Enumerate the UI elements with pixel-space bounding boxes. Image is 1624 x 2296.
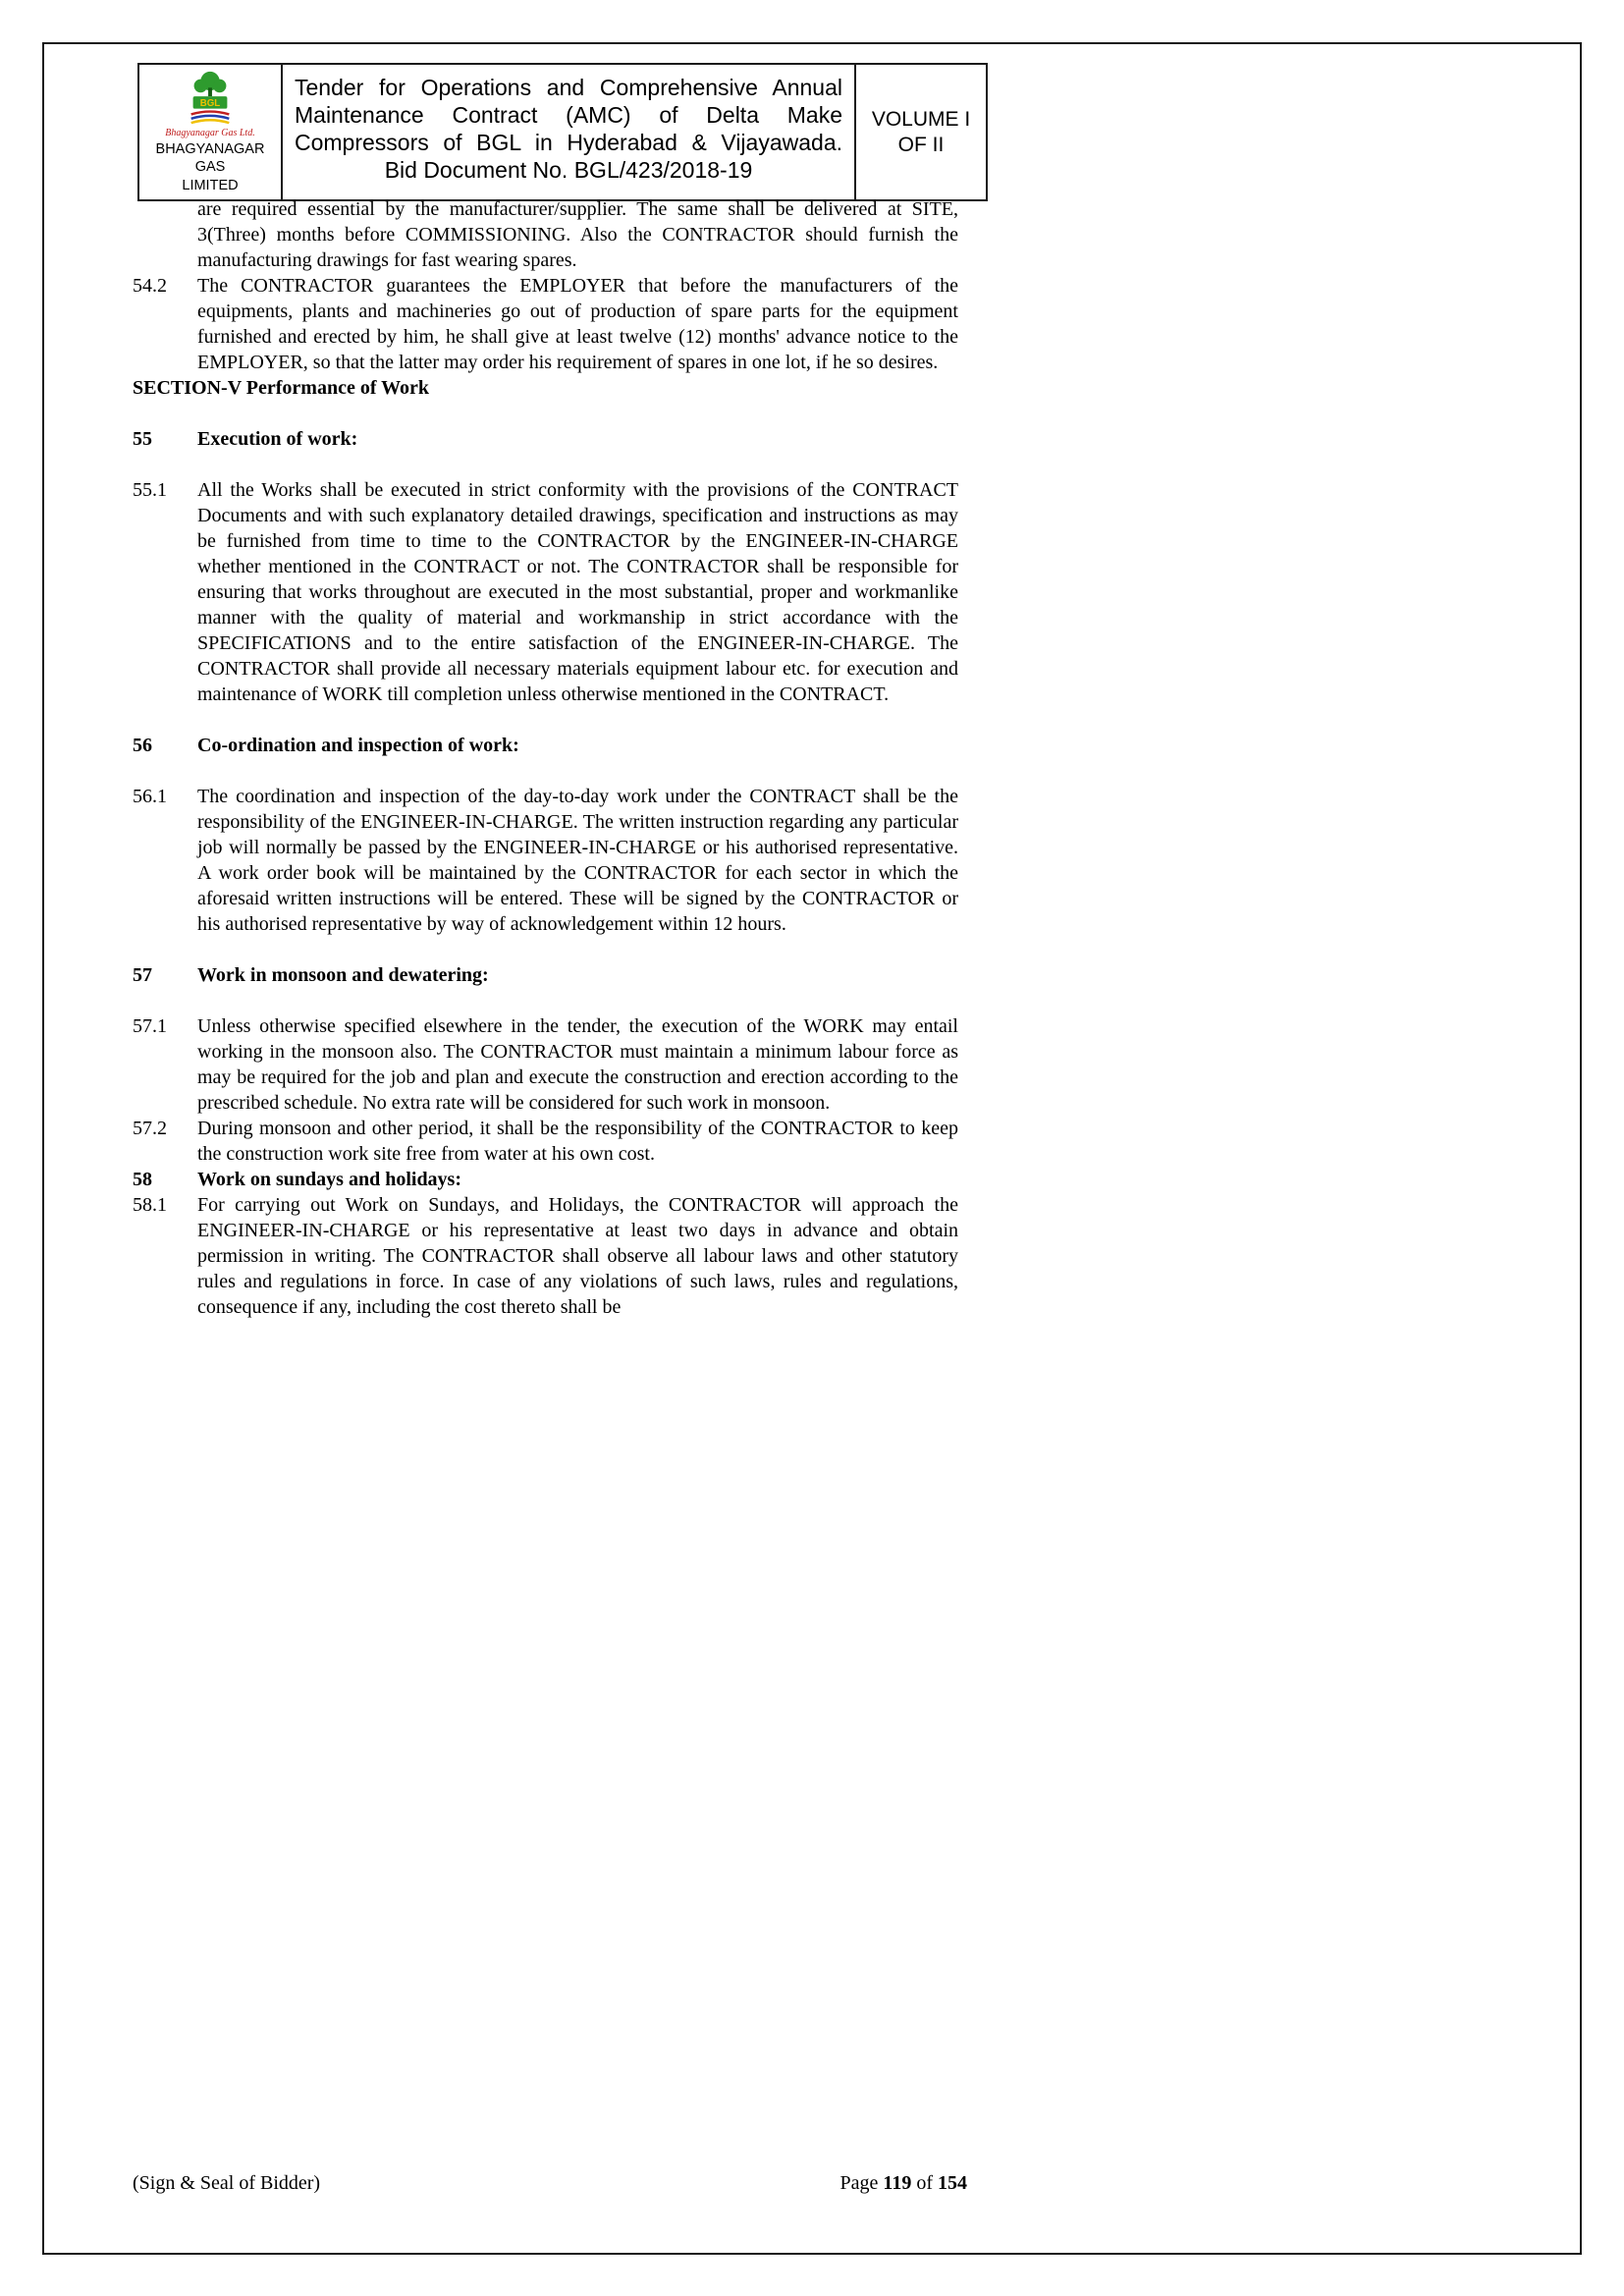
section-v-heading: SECTION-V Performance of Work: [133, 377, 430, 399]
clause-text: Unless otherwise specified elsewhere in the tender, the execution of the WORK may entail working in the monsoon also. The CONTRACTOR must maintain a minimum labour force as may be required for the job and plan and execute the construction and erection according to the prescribed schedule. No extra rate will be considered for such work in monsoon.: [197, 1015, 958, 1114]
of-label: of: [916, 2172, 933, 2194]
clause-number: 57.2: [133, 1118, 167, 1139]
clause-text: are required essential by the manufacturer/supplier. The same shall be delivered at SITE, 3(Three) months before COMMISSIONING. Also the CONTRACTOR should furnish the manufacturing drawings for fast wearing spares.: [197, 198, 958, 271]
title-line-2: Maintenance Contract (AMC) of Delta Make: [295, 102, 842, 128]
bgl-logo-icon: [182, 70, 239, 127]
company-name-line1: BHAGYANAGAR GAS: [155, 141, 265, 175]
clause-number: 56.1: [133, 786, 167, 807]
clause-number: 55.1: [133, 479, 167, 501]
clause-57-heading: [133, 962, 958, 988]
clause-number: 57: [133, 964, 152, 986]
document-title: [283, 65, 856, 199]
clause-56-1: [133, 784, 958, 937]
company-name-line2: LIMITED: [182, 178, 239, 193]
clause-55-heading: [133, 426, 958, 452]
clause-text: The coordination and inspection of the day-to-day work under the CONTRACT shall be the responsibility of the ENGINEER-IN-CHARGE. The written instruction regarding any particular job will normally be passed by the ENGINEER-IN-CHARGE or his authorised representative. A work order book will be maintained by the CONTRACTOR for each sector in which the aforesaid written instructions will be entered. These will be signed by the CONTRACTOR or his authorised representative by way of acknowledgement within 12 hours.: [197, 786, 958, 935]
page-number: [840, 2170, 967, 2196]
clause-57-2: [133, 1116, 958, 1167]
document-body: [133, 196, 958, 1320]
clause-57-1: [133, 1013, 958, 1116]
clause-text: The CONTRACTOR guarantees the EMPLOYER that before the manufacturers of the equipments, plants and machineries go out of production of spare parts for the equipment furnished and erected by him, he shall give at least twelve (12) months' advance notice to the EMPLOYER, so that the latter may order his requirement of spares in one lot, if he so desires.: [197, 275, 958, 373]
clause-text: For carrying out Work on Sundays, and Holidays, the CONTRACTOR will approach the ENGINEER-IN-CHARGE or his representative at least two days in advance and obtain permission in writing. The CONTRACTOR shall observe all labour laws and other statutory rules and regulations in force. In case of any violations of such laws, rules and regulations, consequence if any, including the cost thereto shall be: [197, 1194, 958, 1318]
clause-heading-text: Work on sundays and holidays:: [197, 1169, 462, 1190]
clause-heading-text: Work in monsoon and dewatering:: [197, 964, 489, 986]
volume-line-1: VOLUME I: [871, 107, 971, 131]
logo-script-text: Bhagyanagar Gas Ltd.: [165, 128, 255, 138]
page-footer: [133, 2170, 967, 2196]
page-total: 154: [938, 2172, 967, 2194]
clause-text: All the Works shall be executed in strict conformity with the provisions of the CONTRACT Documents and with such explanatory detailed drawings, specification and instructions as may be furnished from time to time to the CONTRACTOR by the ENGINEER-IN-CHARGE whether mentioned in the CONTRACT or not. The CONTRACTOR shall be responsible for ensuring that works throughout are executed in the most substantial, proper and workmanlike manner with the quality of material and workmanship in strict accordance with the SPECIFICATIONS and to the entire satisfaction of the ENGINEER-IN-CHARGE. The CONTRACTOR shall provide all necessary materials equipment labour etc. for execution and maintenance of WORK till completion unless otherwise mentioned in the CONTRACT.: [197, 479, 958, 705]
clause-number: 57.1: [133, 1015, 167, 1037]
clause-number: [133, 196, 197, 273]
continuation-paragraph: [133, 196, 958, 273]
logo-brand-initials: BGL: [199, 98, 221, 110]
clause-58-1: [133, 1192, 958, 1320]
clause-56-heading: [133, 733, 958, 758]
volume-line-2: OF II: [897, 133, 945, 156]
volume-label: [856, 65, 986, 199]
clause-number: 58: [133, 1169, 152, 1190]
clause-heading-text: Execution of work:: [197, 428, 358, 450]
title-line-1: Tender for Operations and Comprehensive Annual: [295, 75, 842, 100]
page-current: 119: [883, 2172, 912, 2194]
clause-heading-text: Co-ordination and inspection of work:: [197, 735, 519, 756]
clause-number: 58.1: [133, 1194, 167, 1216]
sign-seal-note: (Sign & Seal of Bidder): [133, 2172, 321, 2194]
clause-text: During monsoon and other period, it shall be the responsibility of the CONTRACTOR to keep the construction work site free from water at his own cost.: [197, 1118, 958, 1165]
page-label: Page: [839, 2172, 879, 2194]
title-line-3: Compressors of BGL in Hyderabad & Vijayawada.: [295, 130, 842, 155]
logo-cell: [139, 65, 283, 199]
clause-58-heading: [133, 1167, 958, 1192]
clause-number: 54.2: [133, 275, 167, 297]
clause-54-2: [133, 273, 958, 375]
clause-number: 55: [133, 428, 152, 450]
clause-55-1: [133, 477, 958, 707]
clause-number: 56: [133, 735, 152, 756]
header-table: [137, 63, 988, 201]
bid-document-number: Bid Document No. BGL/423/2018-19: [384, 157, 753, 183]
